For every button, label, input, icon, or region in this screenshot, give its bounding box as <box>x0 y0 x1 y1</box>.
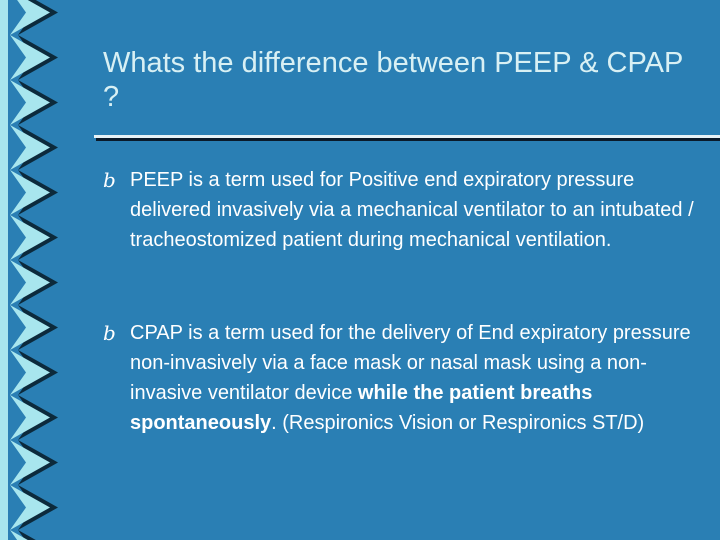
bullet-text-cpap-start: CPAP is a term used for the delivery of End expiratory pressure non-invasively via a face mask or nasal mask using a non-invasive ventilator device <box>130 322 691 404</box>
title-divider-shadow <box>96 138 720 141</box>
decorative-border-strip <box>0 0 80 540</box>
bullet-item-cpap <box>130 318 705 438</box>
bullet-text-cpap-end: . (Respironics Vision or Respironics ST/D) <box>271 412 645 434</box>
bullet-text-cpap-bold: while the patient breaths spontaneously <box>130 382 593 434</box>
bullet-item-peep <box>130 165 705 255</box>
bullet-marker-2: b <box>103 321 116 345</box>
bullet-marker-1: b <box>103 168 116 192</box>
bullet-text-peep: PEEP is a term used for Positive end expiratory pressure delivered invasively via a mechanical ventilator to an intubated / tracheostomized patient during mechanical ventilation. <box>130 169 694 251</box>
title-divider <box>94 135 720 138</box>
border-edge-bar <box>0 0 8 540</box>
slide-title: Whats the difference between PEEP & CPAP ? <box>103 47 683 113</box>
